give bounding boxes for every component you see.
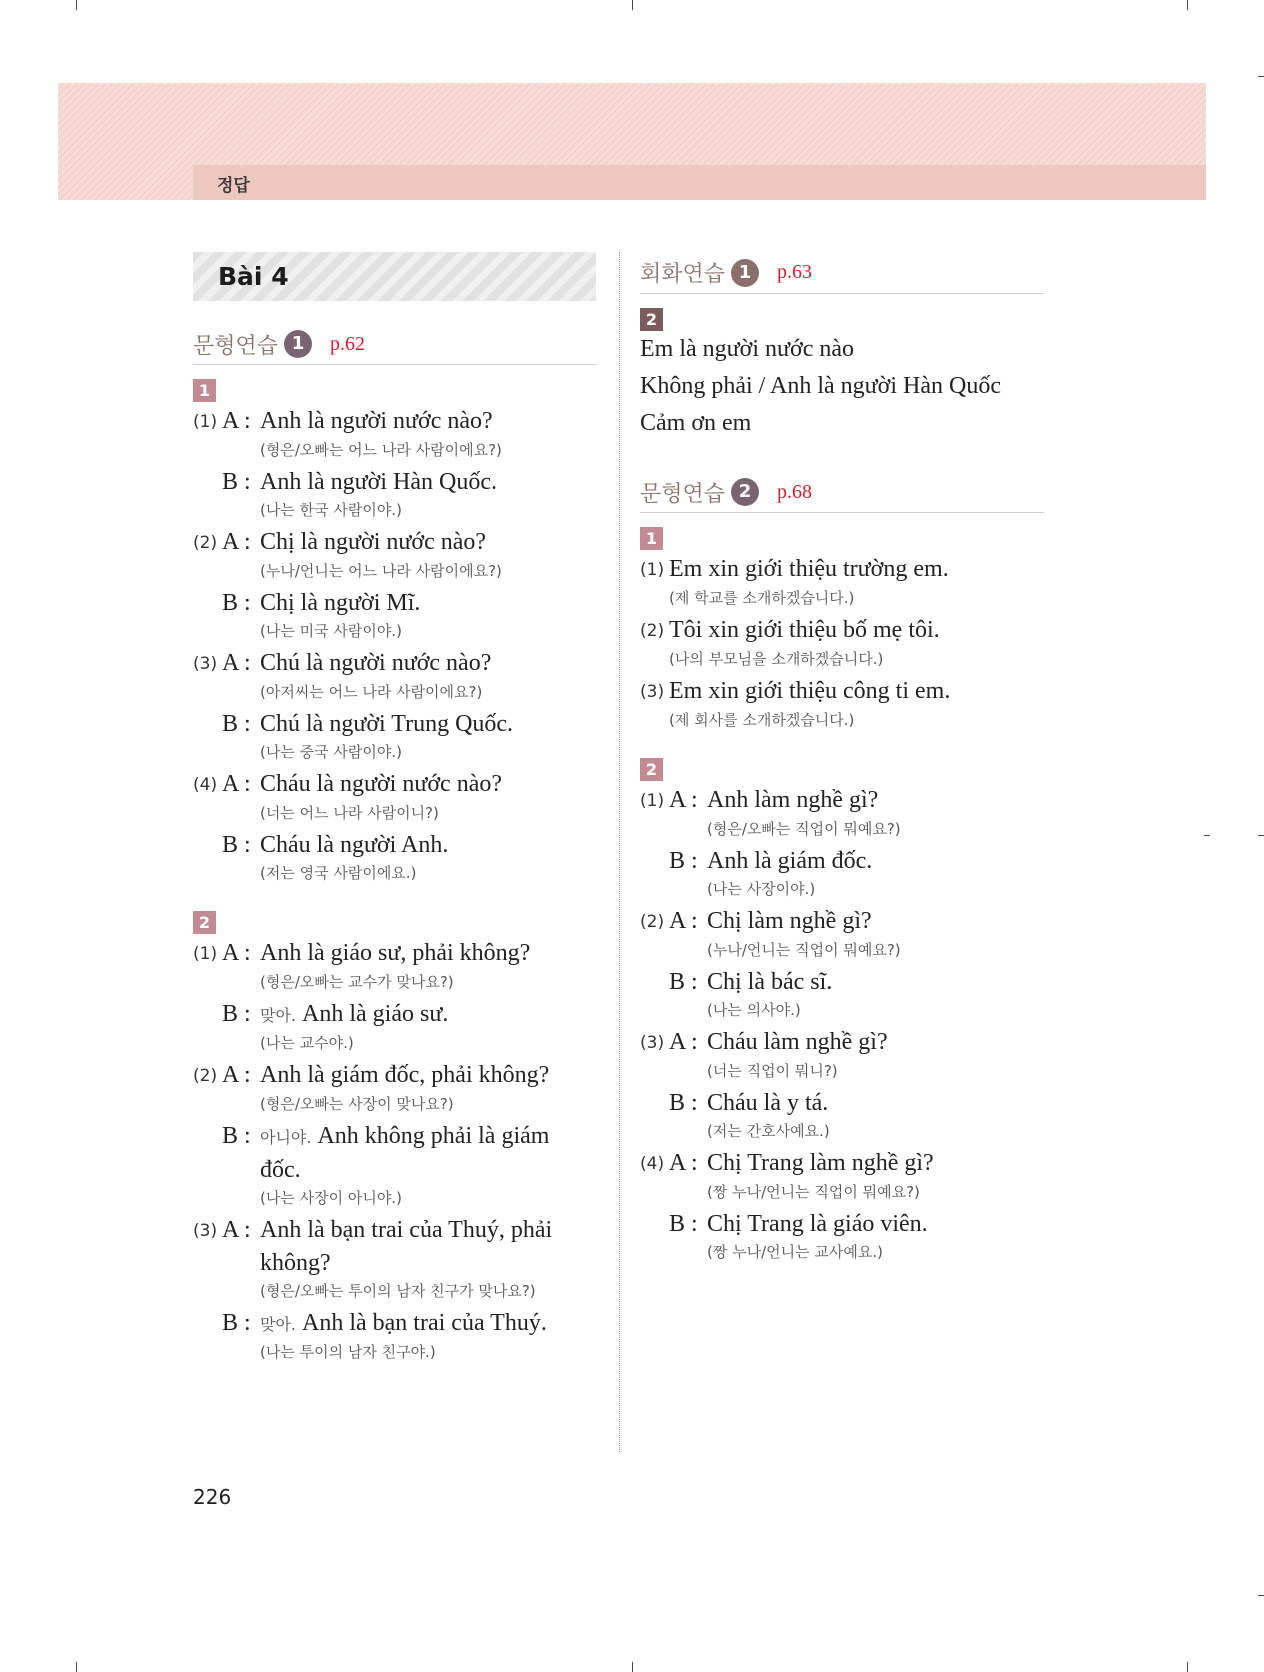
line-vi: Chú là người Trung Quốc. [260,711,514,737]
speaker-b: B : [669,969,698,995]
item-number: (3) [640,682,665,702]
exercise-badge: 1 [193,379,216,402]
line-kr: (제 회사를 소개하겠습니다.) [669,711,855,729]
page-number: 226 [193,1485,232,1509]
speaker-b: B : [669,1211,698,1237]
exercise-item [193,768,596,884]
item-number: (1) [193,944,218,964]
speaker-b: B : [222,469,251,495]
crop-mark [1187,1662,1188,1672]
exercise-badge: 2 [640,758,663,781]
speaker-a: A : [222,1217,251,1243]
speaker-a: A : [669,908,698,934]
line-vi: Cháu là người nước nào? [260,771,503,797]
line-vi: Anh là người Hàn Quốc. [260,469,497,495]
section-page-ref: p.63 [777,261,813,283]
answer-prefix: 맞아. [260,1315,296,1334]
exercise-item [193,1214,596,1363]
line-kr: (형은/오빠는 직업이 뭐예요?) [707,820,901,838]
left-column [193,252,596,1368]
line-kr: (저는 영국 사람이에요.) [260,864,417,882]
speaker-a: A : [669,1029,698,1055]
item-number: (2) [640,621,665,641]
speaker-a: A : [222,650,251,676]
speaker-a: A : [222,771,251,797]
speaker-a: A : [222,408,251,434]
right-column [640,252,1044,1268]
answer-prefix: 맞아. [260,1006,296,1025]
speaker-a: A : [222,1062,251,1088]
crop-mark [1258,835,1264,836]
exercise-item [640,905,1044,1021]
line-vi: Em xin giới thiệu công ti em. [669,678,951,704]
line-kr: (나는 의사야.) [707,1001,801,1019]
crop-mark [632,0,633,10]
line-vi: Chú là người nước nào? [260,650,492,676]
line-kr: (짱 누나/언니는 교사예요.) [707,1243,883,1261]
exercise-item [193,937,596,1054]
exercise-item [640,675,1044,731]
line-kr: (짱 누나/언니는 직업이 뭐예요?) [707,1183,920,1201]
line-vi: Chị là người Mĩ. [260,590,421,616]
exercise-item [640,784,1044,900]
line-vi: Anh làm nghề gì? [707,787,879,813]
line-kr: (형은/오빠는 투이의 남자 친구가 맞나요?) [260,1282,536,1300]
crop-mark [76,1662,77,1672]
exercise-badge: 1 [640,527,663,550]
exercise-item [640,1147,1044,1263]
speaker-a: A : [669,787,698,813]
section-number: 1 [284,330,312,358]
line-vi: Chị Trang là giáo viên. [707,1211,928,1237]
speaker-b: B : [222,832,251,858]
line-kr: (누나/언니는 어느 나라 사람이에요?) [260,562,502,580]
section-header [640,252,1044,294]
section-number: 2 [731,478,759,506]
line-vi: Chị là người nước nào? [260,529,487,555]
line-vi: Chị Trang làm nghề gì? [707,1150,934,1176]
exercise-item [640,553,1044,609]
line-vi: Cháu là người Anh. [260,832,449,858]
item-number: (2) [193,1066,218,1086]
exercise-item [193,647,596,763]
item-number: (2) [640,912,665,932]
speaker-a: A : [222,940,251,966]
section-header [193,324,596,365]
line-vi: Anh là giáo sư. [302,1001,449,1027]
answer-prefix: 아니야. [260,1128,312,1147]
line-vi: Anh không phải là giám đốc. [260,1123,550,1183]
line-kr: (아저씨는 어느 나라 사람이에요?) [260,683,483,701]
item-number: (1) [193,412,218,432]
conversation-line: Em là người nước nào [640,336,855,362]
header-bar [193,165,1206,200]
line-vi: Anh là bạn trai của Thuý, phải không? [260,1217,553,1276]
lesson-box [193,252,596,301]
line-vi: Cháu làm nghề gì? [707,1029,888,1055]
line-vi: Cháu là y tá. [707,1090,829,1116]
exercise-item [640,1026,1044,1142]
section-header [640,472,1044,513]
item-number: (3) [193,654,218,674]
line-vi: Tôi xin giới thiệu bố mẹ tôi. [669,617,940,643]
speaker-a: A : [222,529,251,555]
line-kr: (형은/오빠는 교수가 맞나요?) [260,973,454,991]
section-title: 문형연습 [193,333,279,359]
line-kr: (나의 부모님을 소개하겠습니다.) [669,650,884,668]
exercise-item [640,614,1044,670]
exercise-item [193,526,596,642]
speaker-b: B : [222,590,251,616]
line-kr: (형은/오빠는 어느 나라 사람이에요?) [260,441,502,459]
line-kr: (저는 간호사예요.) [707,1122,830,1140]
line-vi: Anh là giáo sư, phải không? [260,940,531,966]
line-kr: (나는 사장이야.) [707,880,816,898]
exercise-badge: 2 [640,308,663,331]
line-kr: (나는 미국 사람이야.) [260,622,402,640]
section-title: 문형연습 [640,481,726,507]
crop-mark [1258,1595,1264,1596]
exercise-badge: 2 [193,911,216,934]
exercise-item [193,405,596,521]
speaker-b: B : [669,1090,698,1116]
item-number: (4) [640,1154,665,1174]
exercise-item [193,1059,596,1209]
lesson-title: Bài 4 [218,262,289,291]
section-title: 회화연습 [640,262,726,287]
crop-mark [76,0,77,10]
conversation-line: Cảm ơn em [640,410,752,436]
line-vi: Chị là bác sĩ. [707,969,833,995]
line-kr: (나는 중국 사람이야.) [260,743,402,761]
line-vi: Anh là người nước nào? [260,408,493,434]
line-kr: (너는 직업이 뭐니?) [707,1062,838,1080]
section-number: 1 [731,259,759,287]
crop-mark [1258,76,1264,77]
crop-mark [1187,0,1188,10]
line-kr: (나는 교수야.) [260,1034,354,1052]
speaker-a: A : [669,1150,698,1176]
line-kr: (나는 한국 사람이야.) [260,501,402,519]
line-kr: (나는 투이의 남자 친구야.) [260,1343,436,1361]
item-number: (1) [640,560,665,580]
speaker-b: B : [222,1123,251,1149]
line-vi: Anh là giám đốc, phải không? [260,1062,550,1088]
line-kr: (누나/언니는 직업이 뭐예요?) [707,941,901,959]
speaker-b: B : [669,848,698,874]
line-vi: Em xin giới thiệu trường em. [669,556,949,582]
speaker-b: B : [222,1310,251,1336]
line-vi: Anh là bạn trai của Thuý. [302,1310,547,1336]
item-number: (3) [193,1221,218,1241]
line-vi: Anh là giám đốc. [707,848,873,874]
line-kr: (제 학교를 소개하겠습니다.) [669,589,855,607]
crop-mark [632,1662,633,1672]
item-number: (3) [640,1033,665,1053]
line-kr: (나는 사장이 아니야.) [260,1189,402,1207]
line-vi: Chị làm nghề gì? [707,908,872,934]
speaker-b: B : [222,711,251,737]
item-number: (2) [193,533,218,553]
header-label: 정답 [217,176,250,196]
speaker-b: B : [222,1001,251,1027]
column-divider [619,252,620,1452]
section-page-ref: p.68 [777,480,813,503]
line-kr: (형은/오빠는 사장이 맞나요?) [260,1095,454,1113]
line-kr: (너는 어느 나라 사람이니?) [260,804,439,822]
conversation-line: Không phải / Anh là người Hàn Quốc [640,373,1001,399]
crop-mark [1204,835,1210,836]
item-number: (4) [193,775,218,795]
item-number: (1) [640,791,665,811]
section-page-ref: p.62 [330,332,366,355]
